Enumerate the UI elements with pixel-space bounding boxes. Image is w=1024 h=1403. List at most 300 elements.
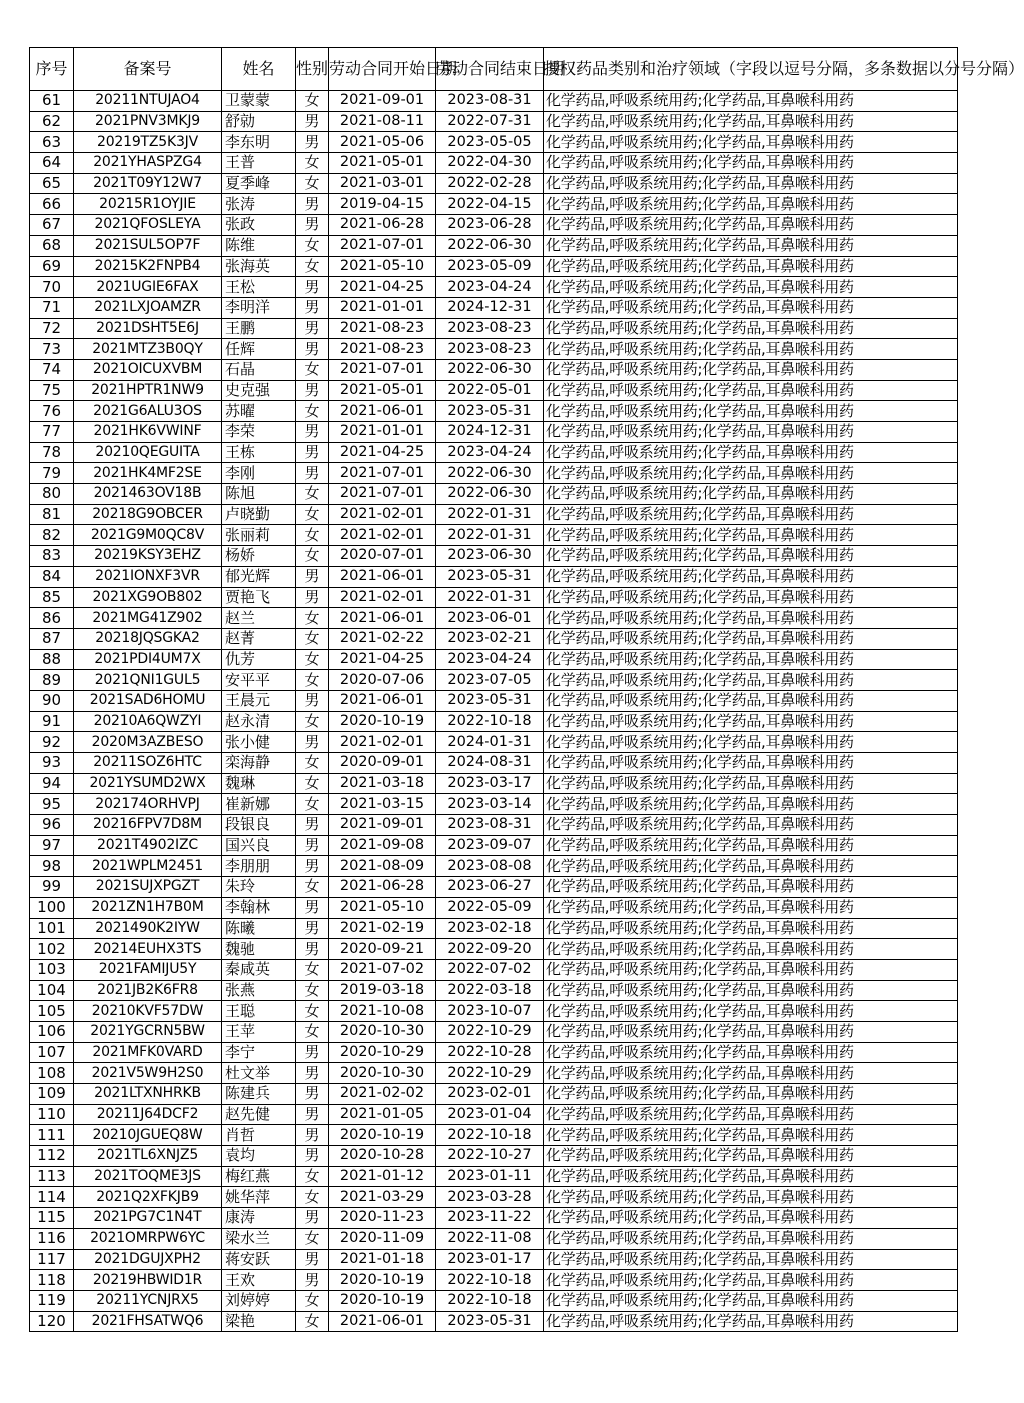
- cell-scope: 化学药品,呼吸系统用药;化学药品,耳鼻喉科用药: [544, 1084, 958, 1105]
- cell-seq: 107: [30, 1042, 74, 1063]
- table-row: [30, 1042, 958, 1063]
- cell-contract-end: 2023-03-28: [436, 1187, 544, 1208]
- cell-contract-start: 2021-08-23: [329, 339, 436, 360]
- cell-contract-start: 2021-03-01: [329, 173, 436, 194]
- cell-scope: 化学药品,呼吸系统用药;化学药品,耳鼻喉科用药: [544, 753, 958, 774]
- cell-contract-end: 2022-03-18: [436, 980, 544, 1001]
- cell-scope: 化学药品,呼吸系统用药;化学药品,耳鼻喉科用药: [544, 649, 958, 670]
- cell-contract-start: 2021-07-01: [329, 235, 436, 256]
- table-row: [30, 525, 958, 546]
- cell-contract-end: 2023-02-21: [436, 628, 544, 649]
- cell-reg-no: 2021HPTR1NW9: [74, 380, 222, 401]
- table-row: [30, 380, 958, 401]
- cell-reg-no: 2021SAD6HOMU: [74, 690, 222, 711]
- cell-reg-no: 202174ORHVPJ: [74, 794, 222, 815]
- cell-gender: 女: [296, 1311, 329, 1332]
- cell-contract-end: 2023-01-04: [436, 1104, 544, 1125]
- cell-reg-no: 2021YHASPZG4: [74, 153, 222, 174]
- cell-seq: 65: [30, 173, 74, 194]
- table-row: [30, 1063, 958, 1084]
- cell-reg-no: 2021HK6VWINF: [74, 422, 222, 443]
- cell-reg-no: 20215K2FNPB4: [74, 256, 222, 277]
- cell-contract-start: 2020-10-28: [329, 1146, 436, 1167]
- cell-contract-end: 2022-04-15: [436, 194, 544, 215]
- cell-seq: 85: [30, 587, 74, 608]
- cell-reg-no: 2021MFK0VARD: [74, 1042, 222, 1063]
- cell-reg-no: 2021490K2IYW: [74, 918, 222, 939]
- cell-scope: 化学药品,呼吸系统用药;化学药品,耳鼻喉科用药: [544, 1270, 958, 1291]
- cell-scope: 化学药品,呼吸系统用药;化学药品,耳鼻喉科用药: [544, 1104, 958, 1125]
- cell-name: 姚华萍: [222, 1187, 296, 1208]
- cell-name: 梅红燕: [222, 1166, 296, 1187]
- cell-gender: 女: [296, 401, 329, 422]
- cell-scope: 化学药品,呼吸系统用药;化学药品,耳鼻喉科用药: [544, 442, 958, 463]
- table-row: [30, 670, 958, 691]
- cell-name: 王聪: [222, 1001, 296, 1022]
- cell-gender: 女: [296, 980, 329, 1001]
- cell-name: 舒勍: [222, 111, 296, 132]
- cell-contract-start: 2021-08-09: [329, 856, 436, 877]
- cell-gender: 女: [296, 1228, 329, 1249]
- cell-contract-start: 2021-04-25: [329, 442, 436, 463]
- cell-contract-start: 2020-10-19: [329, 1270, 436, 1291]
- table-row: [30, 732, 958, 753]
- cell-reg-no: 2021HK4MF2SE: [74, 463, 222, 484]
- cell-seq: 92: [30, 732, 74, 753]
- cell-scope: 化学药品,呼吸系统用药;化学药品,耳鼻喉科用药: [544, 1021, 958, 1042]
- cell-scope: 化学药品,呼吸系统用药;化学药品,耳鼻喉科用药: [544, 256, 958, 277]
- cell-name: 石晶: [222, 359, 296, 380]
- cell-scope: 化学药品,呼吸系统用药;化学药品,耳鼻喉科用药: [544, 1042, 958, 1063]
- cell-scope: 化学药品,呼吸系统用药;化学药品,耳鼻喉科用药: [544, 690, 958, 711]
- cell-contract-end: 2022-10-28: [436, 1042, 544, 1063]
- cell-scope: 化学药品,呼吸系统用药;化学药品,耳鼻喉科用药: [544, 939, 958, 960]
- cell-contract-end: 2022-06-30: [436, 235, 544, 256]
- cell-name: 夏季峰: [222, 173, 296, 194]
- cell-name: 魏驰: [222, 939, 296, 960]
- cell-reg-no: 2021UGIE6FAX: [74, 277, 222, 298]
- cell-scope: 化学药品,呼吸系统用药;化学药品,耳鼻喉科用药: [544, 173, 958, 194]
- cell-seq: 89: [30, 670, 74, 691]
- cell-name: 刘婷婷: [222, 1290, 296, 1311]
- cell-gender: 男: [296, 277, 329, 298]
- cell-gender: 男: [296, 422, 329, 443]
- table-row: [30, 711, 958, 732]
- cell-reg-no: 20211YCNJRX5: [74, 1290, 222, 1311]
- cell-contract-end: 2023-01-11: [436, 1166, 544, 1187]
- cell-gender: 女: [296, 753, 329, 774]
- cell-name: 陈建兵: [222, 1084, 296, 1105]
- cell-seq: 87: [30, 628, 74, 649]
- table-row: [30, 1001, 958, 1022]
- cell-scope: 化学药品,呼吸系统用药;化学药品,耳鼻喉科用药: [544, 856, 958, 877]
- table-row: [30, 1021, 958, 1042]
- cell-contract-end: 2022-10-18: [436, 711, 544, 732]
- cell-contract-end: 2023-06-27: [436, 877, 544, 898]
- cell-gender: 男: [296, 1270, 329, 1291]
- cell-reg-no: 2021T4902IZC: [74, 835, 222, 856]
- table-row: [30, 1146, 958, 1167]
- cell-gender: 男: [296, 732, 329, 753]
- cell-name: 袁均: [222, 1146, 296, 1167]
- table-row: [30, 980, 958, 1001]
- cell-contract-start: 2020-09-21: [329, 939, 436, 960]
- cell-reg-no: 2021DSHT5E6J: [74, 318, 222, 339]
- table-row: [30, 794, 958, 815]
- cell-contract-end: 2022-01-31: [436, 525, 544, 546]
- cell-contract-end: 2023-05-05: [436, 132, 544, 153]
- cell-gender: 男: [296, 566, 329, 587]
- cell-scope: 化学药品,呼吸系统用药;化学药品,耳鼻喉科用药: [544, 153, 958, 174]
- cell-contract-end: 2023-02-01: [436, 1084, 544, 1105]
- cell-seq: 72: [30, 318, 74, 339]
- cell-seq: 113: [30, 1166, 74, 1187]
- cell-scope: 化学药品,呼吸系统用药;化学药品,耳鼻喉科用药: [544, 463, 958, 484]
- cell-name: 张涛: [222, 194, 296, 215]
- table-row: [30, 918, 958, 939]
- cell-reg-no: 2021463OV18B: [74, 484, 222, 505]
- cell-gender: 女: [296, 649, 329, 670]
- cell-scope: 化学药品,呼吸系统用药;化学药品,耳鼻喉科用药: [544, 1063, 958, 1084]
- cell-reg-no: 2021MG41Z902: [74, 608, 222, 629]
- cell-seq: 81: [30, 504, 74, 525]
- cell-seq: 71: [30, 297, 74, 318]
- cell-contract-end: 2022-07-02: [436, 959, 544, 980]
- cell-scope: 化学药品,呼吸系统用药;化学药品,耳鼻喉科用药: [544, 711, 958, 732]
- cell-name: 陈维: [222, 235, 296, 256]
- table-row: [30, 815, 958, 836]
- cell-reg-no: 20219HBWID1R: [74, 1270, 222, 1291]
- cell-gender: 女: [296, 359, 329, 380]
- cell-contract-start: 2021-07-02: [329, 959, 436, 980]
- cell-name: 蒋安跃: [222, 1249, 296, 1270]
- cell-reg-no: 20211NTUJAO4: [74, 91, 222, 112]
- cell-contract-end: 2023-05-31: [436, 401, 544, 422]
- cell-seq: 110: [30, 1104, 74, 1125]
- cell-reg-no: 20215R1OYJIE: [74, 194, 222, 215]
- cell-contract-start: 2021-04-25: [329, 277, 436, 298]
- table-row: [30, 318, 958, 339]
- cell-scope: 化学药品,呼吸系统用药;化学药品,耳鼻喉科用药: [544, 587, 958, 608]
- cell-contract-start: 2021-02-01: [329, 732, 436, 753]
- cell-gender: 女: [296, 670, 329, 691]
- cell-gender: 男: [296, 587, 329, 608]
- cell-reg-no: 2021LXJOAMZR: [74, 297, 222, 318]
- table-row: [30, 153, 958, 174]
- cell-name: 张小健: [222, 732, 296, 753]
- cell-gender: 男: [296, 815, 329, 836]
- cell-gender: 女: [296, 256, 329, 277]
- header-contract-end: 劳动合同结束日期: [436, 48, 544, 91]
- cell-gender: 男: [296, 297, 329, 318]
- cell-name: 赵永清: [222, 711, 296, 732]
- table-row: [30, 566, 958, 587]
- cell-seq: 96: [30, 815, 74, 836]
- cell-gender: 男: [296, 918, 329, 939]
- cell-contract-start: 2021-03-18: [329, 773, 436, 794]
- cell-scope: 化学药品,呼吸系统用药;化学药品,耳鼻喉科用药: [544, 566, 958, 587]
- cell-contract-end: 2022-01-31: [436, 587, 544, 608]
- table-row: [30, 359, 958, 380]
- cell-gender: 男: [296, 897, 329, 918]
- cell-scope: 化学药品,呼吸系统用药;化学药品,耳鼻喉科用药: [544, 877, 958, 898]
- cell-seq: 100: [30, 897, 74, 918]
- cell-seq: 70: [30, 277, 74, 298]
- cell-seq: 114: [30, 1187, 74, 1208]
- cell-reg-no: 2021TL6XNJZ5: [74, 1146, 222, 1167]
- cell-reg-no: 2021SUL5OP7F: [74, 235, 222, 256]
- cell-reg-no: 20219KSY3EHZ: [74, 546, 222, 567]
- table-row: [30, 1208, 958, 1229]
- cell-contract-end: 2022-02-28: [436, 173, 544, 194]
- cell-name: 李朋朋: [222, 856, 296, 877]
- cell-scope: 化学药品,呼吸系统用药;化学药品,耳鼻喉科用药: [544, 897, 958, 918]
- cell-gender: 男: [296, 132, 329, 153]
- header-seq: 序号: [30, 48, 74, 91]
- cell-reg-no: 2021PG7C1N4T: [74, 1208, 222, 1229]
- cell-name: 赵兰: [222, 608, 296, 629]
- cell-contract-start: 2021-05-01: [329, 153, 436, 174]
- cell-gender: 男: [296, 215, 329, 236]
- cell-gender: 男: [296, 442, 329, 463]
- cell-name: 贾艳飞: [222, 587, 296, 608]
- cell-contract-end: 2023-03-14: [436, 794, 544, 815]
- cell-scope: 化学药品,呼吸系统用药;化学药品,耳鼻喉科用药: [544, 1187, 958, 1208]
- cell-seq: 68: [30, 235, 74, 256]
- cell-contract-start: 2021-06-01: [329, 401, 436, 422]
- cell-contract-start: 2020-09-01: [329, 753, 436, 774]
- cell-seq: 105: [30, 1001, 74, 1022]
- cell-name: 赵先健: [222, 1104, 296, 1125]
- cell-name: 梁艳: [222, 1311, 296, 1332]
- cell-contract-start: 2020-10-30: [329, 1063, 436, 1084]
- cell-seq: 63: [30, 132, 74, 153]
- cell-contract-start: 2019-03-18: [329, 980, 436, 1001]
- cell-seq: 88: [30, 649, 74, 670]
- cell-reg-no: 20216FPV7D8M: [74, 815, 222, 836]
- table-row: [30, 959, 958, 980]
- cell-seq: 120: [30, 1311, 74, 1332]
- table-row: [30, 463, 958, 484]
- cell-name: 张燕: [222, 980, 296, 1001]
- cell-seq: 75: [30, 380, 74, 401]
- cell-name: 仇芳: [222, 649, 296, 670]
- cell-reg-no: 20211SOZ6HTC: [74, 753, 222, 774]
- cell-reg-no: 2021QFOSLEYA: [74, 215, 222, 236]
- cell-name: 朱玲: [222, 877, 296, 898]
- cell-name: 王普: [222, 153, 296, 174]
- cell-gender: 男: [296, 690, 329, 711]
- cell-scope: 化学药品,呼吸系统用药;化学药品,耳鼻喉科用药: [544, 980, 958, 1001]
- cell-gender: 男: [296, 1084, 329, 1105]
- header-scope: 授权药品类别和治疗领域（字段以逗号分隔，多条数据以分号分隔）: [544, 48, 958, 91]
- cell-scope: 化学药品,呼吸系统用药;化学药品,耳鼻喉科用药: [544, 546, 958, 567]
- cell-reg-no: 2021ZN1H7B0M: [74, 897, 222, 918]
- cell-seq: 86: [30, 608, 74, 629]
- cell-gender: 男: [296, 1042, 329, 1063]
- table-row: [30, 628, 958, 649]
- cell-name: 王欢: [222, 1270, 296, 1291]
- cell-name: 张丽莉: [222, 525, 296, 546]
- cell-reg-no: 20211J64DCF2: [74, 1104, 222, 1125]
- table-row: [30, 1104, 958, 1125]
- cell-reg-no: 2021WPLM2451: [74, 856, 222, 877]
- table-row: [30, 132, 958, 153]
- cell-contract-end: 2023-04-24: [436, 277, 544, 298]
- cell-gender: 男: [296, 835, 329, 856]
- cell-contract-end: 2023-06-01: [436, 608, 544, 629]
- cell-seq: 98: [30, 856, 74, 877]
- table-row: [30, 897, 958, 918]
- cell-name: 赵菁: [222, 628, 296, 649]
- cell-contract-start: 2020-07-01: [329, 546, 436, 567]
- table-row: [30, 649, 958, 670]
- cell-reg-no: 2021TOQME3JS: [74, 1166, 222, 1187]
- cell-contract-end: 2023-06-30: [436, 546, 544, 567]
- table-row: [30, 442, 958, 463]
- cell-gender: 男: [296, 318, 329, 339]
- cell-name: 王晨元: [222, 690, 296, 711]
- cell-seq: 95: [30, 794, 74, 815]
- cell-gender: 女: [296, 877, 329, 898]
- cell-contract-end: 2024-01-31: [436, 732, 544, 753]
- cell-scope: 化学药品,呼吸系统用药;化学药品,耳鼻喉科用药: [544, 525, 958, 546]
- cell-gender: 男: [296, 194, 329, 215]
- cell-gender: 男: [296, 1125, 329, 1146]
- cell-name: 张海英: [222, 256, 296, 277]
- cell-reg-no: 2021FAMIJU5Y: [74, 959, 222, 980]
- cell-name: 肖哲: [222, 1125, 296, 1146]
- cell-contract-end: 2023-04-24: [436, 649, 544, 670]
- table-row: [30, 773, 958, 794]
- cell-reg-no: 2021SUJXPGZT: [74, 877, 222, 898]
- cell-seq: 61: [30, 91, 74, 112]
- cell-contract-end: 2023-05-31: [436, 566, 544, 587]
- cell-contract-start: 2021-06-01: [329, 608, 436, 629]
- cell-name: 史克强: [222, 380, 296, 401]
- cell-contract-start: 2021-01-01: [329, 297, 436, 318]
- cell-contract-start: 2021-01-01: [329, 422, 436, 443]
- table-row: [30, 1311, 958, 1332]
- table-row: [30, 835, 958, 856]
- cell-contract-start: 2021-09-01: [329, 815, 436, 836]
- cell-contract-end: 2024-08-31: [436, 753, 544, 774]
- cell-name: 杜文举: [222, 1063, 296, 1084]
- cell-reg-no: 20210KVF57DW: [74, 1001, 222, 1022]
- table-row: [30, 877, 958, 898]
- cell-contract-end: 2022-11-08: [436, 1228, 544, 1249]
- cell-scope: 化学药品,呼吸系统用药;化学药品,耳鼻喉科用药: [544, 1001, 958, 1022]
- cell-gender: 男: [296, 380, 329, 401]
- cell-reg-no: 2021PNV3MKJ9: [74, 111, 222, 132]
- cell-scope: 化学药品,呼吸系统用药;化学药品,耳鼻喉科用药: [544, 918, 958, 939]
- table-row: [30, 753, 958, 774]
- table-row: [30, 1084, 958, 1105]
- cell-contract-start: 2021-02-01: [329, 525, 436, 546]
- cell-contract-end: 2022-10-18: [436, 1270, 544, 1291]
- cell-gender: 女: [296, 504, 329, 525]
- cell-seq: 73: [30, 339, 74, 360]
- cell-reg-no: 2021DGUJXPH2: [74, 1249, 222, 1270]
- table-body: [30, 91, 958, 1332]
- cell-seq: 66: [30, 194, 74, 215]
- cell-name: 王鹏: [222, 318, 296, 339]
- cell-scope: 化学药品,呼吸系统用药;化学药品,耳鼻喉科用药: [544, 608, 958, 629]
- cell-name: 卫蒙蒙: [222, 91, 296, 112]
- cell-seq: 111: [30, 1125, 74, 1146]
- cell-contract-start: 2020-10-30: [329, 1021, 436, 1042]
- cell-scope: 化学药品,呼吸系统用药;化学药品,耳鼻喉科用药: [544, 1208, 958, 1229]
- cell-reg-no: 2021IONXF3VR: [74, 566, 222, 587]
- cell-seq: 83: [30, 546, 74, 567]
- cell-seq: 116: [30, 1228, 74, 1249]
- cell-contract-end: 2023-08-31: [436, 91, 544, 112]
- cell-name: 李明洋: [222, 297, 296, 318]
- cell-scope: 化学药品,呼吸系统用药;化学药品,耳鼻喉科用药: [544, 1166, 958, 1187]
- cell-name: 郁光辉: [222, 566, 296, 587]
- cell-contract-end: 2022-06-30: [436, 359, 544, 380]
- cell-contract-start: 2021-02-01: [329, 587, 436, 608]
- cell-name: 康涛: [222, 1208, 296, 1229]
- cell-contract-start: 2020-07-06: [329, 670, 436, 691]
- table-row: [30, 297, 958, 318]
- cell-reg-no: 2021YGCRN5BW: [74, 1021, 222, 1042]
- cell-reg-no: 2021PDI4UM7X: [74, 649, 222, 670]
- cell-scope: 化学药品,呼吸系统用药;化学药品,耳鼻喉科用药: [544, 732, 958, 753]
- cell-contract-end: 2022-05-01: [436, 380, 544, 401]
- table-row: [30, 1270, 958, 1291]
- cell-contract-start: 2021-02-22: [329, 628, 436, 649]
- cell-reg-no: 2020M3AZBESO: [74, 732, 222, 753]
- cell-reg-no: 2021MTZ3B0QY: [74, 339, 222, 360]
- cell-gender: 女: [296, 773, 329, 794]
- cell-name: 王苹: [222, 1021, 296, 1042]
- cell-reg-no: 2021LTXNHRKB: [74, 1084, 222, 1105]
- cell-name: 崔新娜: [222, 794, 296, 815]
- cell-scope: 化学药品,呼吸系统用药;化学药品,耳鼻喉科用药: [544, 111, 958, 132]
- cell-name: 陈旭: [222, 484, 296, 505]
- table-row: [30, 256, 958, 277]
- cell-contract-end: 2023-03-17: [436, 773, 544, 794]
- cell-contract-start: 2021-04-25: [329, 649, 436, 670]
- table-row: [30, 1166, 958, 1187]
- cell-seq: 99: [30, 877, 74, 898]
- table-row: [30, 504, 958, 525]
- table-row: [30, 339, 958, 360]
- cell-contract-start: 2021-06-01: [329, 566, 436, 587]
- cell-contract-end: 2022-10-18: [436, 1290, 544, 1311]
- table-row: [30, 235, 958, 256]
- cell-contract-start: 2021-08-23: [329, 318, 436, 339]
- cell-scope: 化学药品,呼吸系统用药;化学药品,耳鼻喉科用药: [544, 318, 958, 339]
- cell-gender: 男: [296, 1208, 329, 1229]
- cell-reg-no: 20210QEGUITA: [74, 442, 222, 463]
- cell-seq: 62: [30, 111, 74, 132]
- cell-gender: 男: [296, 111, 329, 132]
- table-row: [30, 690, 958, 711]
- cell-reg-no: 20218JQSGKA2: [74, 628, 222, 649]
- cell-gender: 女: [296, 1166, 329, 1187]
- cell-contract-start: 2021-06-01: [329, 690, 436, 711]
- cell-seq: 67: [30, 215, 74, 236]
- cell-contract-start: 2021-01-12: [329, 1166, 436, 1187]
- cell-name: 卢晓勤: [222, 504, 296, 525]
- cell-name: 李翰林: [222, 897, 296, 918]
- cell-gender: 女: [296, 484, 329, 505]
- header-row: [30, 48, 958, 91]
- cell-reg-no: 20210A6QWZYI: [74, 711, 222, 732]
- cell-contract-start: 2020-10-19: [329, 711, 436, 732]
